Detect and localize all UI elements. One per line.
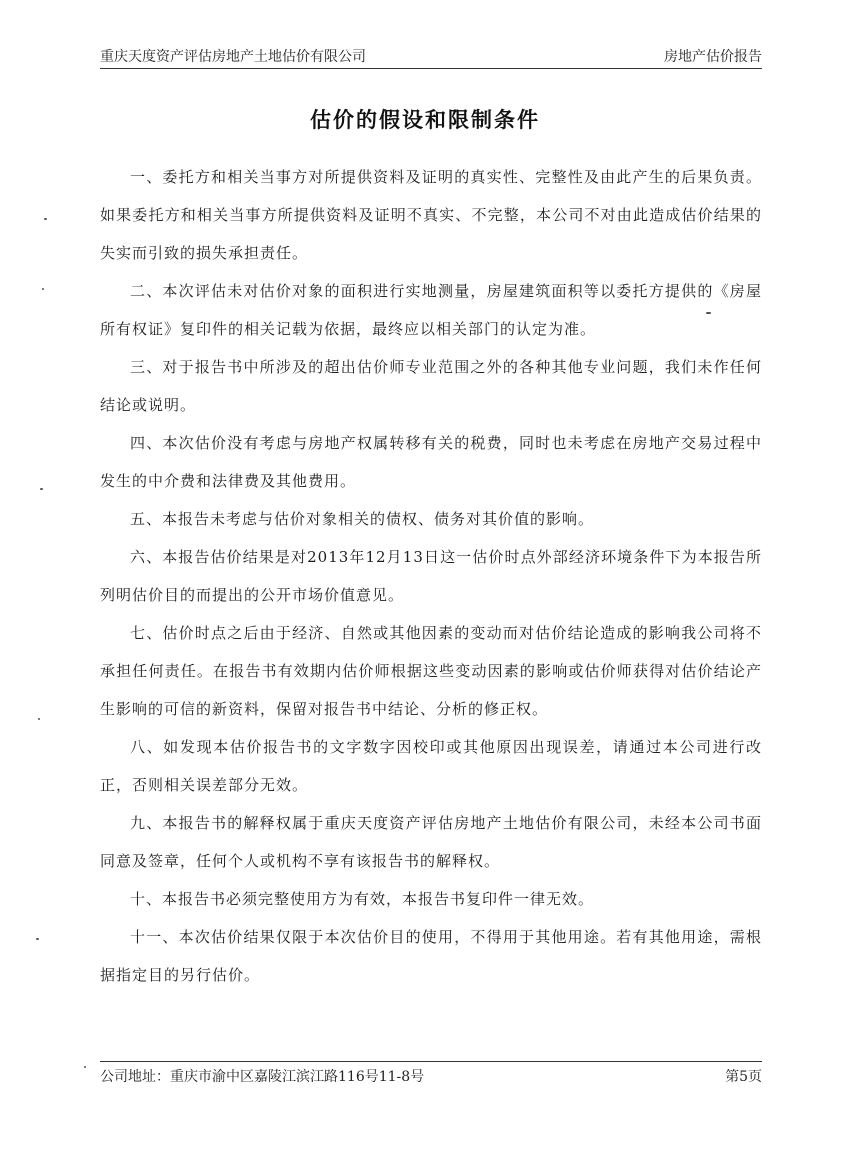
header-document-type: 房地产估价报告 [664,49,762,65]
paragraph-11: 十一、本次估价结果仅限于本次估价目的使用，不得用于其他用途。若有其他用途，需根据指定目的另行估价。 [100,928,762,984]
paragraph-4: 四、本次估价没有考虑与房地产权属转移有关的税费，同时也未考虑在房地产交易过程中发生的中介费和法律费及其他费用。 [100,434,762,490]
footer-rule [100,1061,762,1062]
scan-speck [44,218,47,220]
scan-speck [38,718,40,720]
footer-address: 公司地址：重庆市渝中区嘉陵江滨江路116号11-8号 [100,1069,425,1085]
paragraph-9: 九、本报告书的解释权属于重庆天度资产评估房地产土地估价有限公司，未经本公司书面同意及签章，任何个人或机构不享有该报告书的解释权。 [100,814,762,870]
scan-speck [36,938,39,940]
paragraph-2: 二、本次评估未对估价对象的面积进行实地测量，房屋建筑面积等以委托方提供的《房屋所有权证》复印件的相关记载为依据，最终应以相关部门的认定为准。 [100,282,762,338]
paragraph-7: 七、估价时点之后由于经济、自然或其他因素的变动而对估价结论造成的影响我公司将不承担任何责任。在报告书有效期内估价师根据这些变动因素的影响或估价师获得对估价结论产生影响的可信的新资料，保留对报告书中结论、分析的修正权。 [100,624,762,718]
page-title: 估价的假设和限制条件 [310,107,540,132]
scan-speck [42,288,44,290]
paragraph-8: 八、如发现本估价报告书的文字数字因校印或其他原因出现误差，请通过本公司进行改正，否则相关误差部分无效。 [100,738,762,794]
scan-speck [706,312,711,314]
paragraph-6: 六、本报告估价结果是对2013年12月13日这一估价时点外部经济环境条件下为本报告所列明估价目的而提出的公开市场价值意见。 [100,548,762,604]
header-rule [100,68,762,69]
paragraph-1: 一、委托方和相关当事方对所提供资料及证明的真实性、完整性及由此产生的后果负责。如果委托方和相关当事方所提供资料及证明不真实、不完整，本公司不对由此造成估价结果的失实而引致的损失承担责任。 [100,168,762,262]
header-company-name: 重庆天度资产评估房地产土地估价有限公司 [100,49,366,65]
page-header [100,46,762,68]
paragraph-5: 五、本报告未考虑与估价对象相关的债权、债务对其价值的影响。 [130,510,595,528]
document-body [100,158,762,994]
footer-page-number: 第5页 [725,1069,762,1085]
paragraph-3: 三、对于报告书中所涉及的超出估价师专业范围之外的各种其他专业问题，我们未作任何结论或说明。 [100,358,762,414]
scan-speck [84,1066,86,1068]
paragraph-10: 十、本报告书必须完整使用方为有效，本报告书复印件一律无效。 [130,890,595,908]
scan-speck [40,488,43,490]
